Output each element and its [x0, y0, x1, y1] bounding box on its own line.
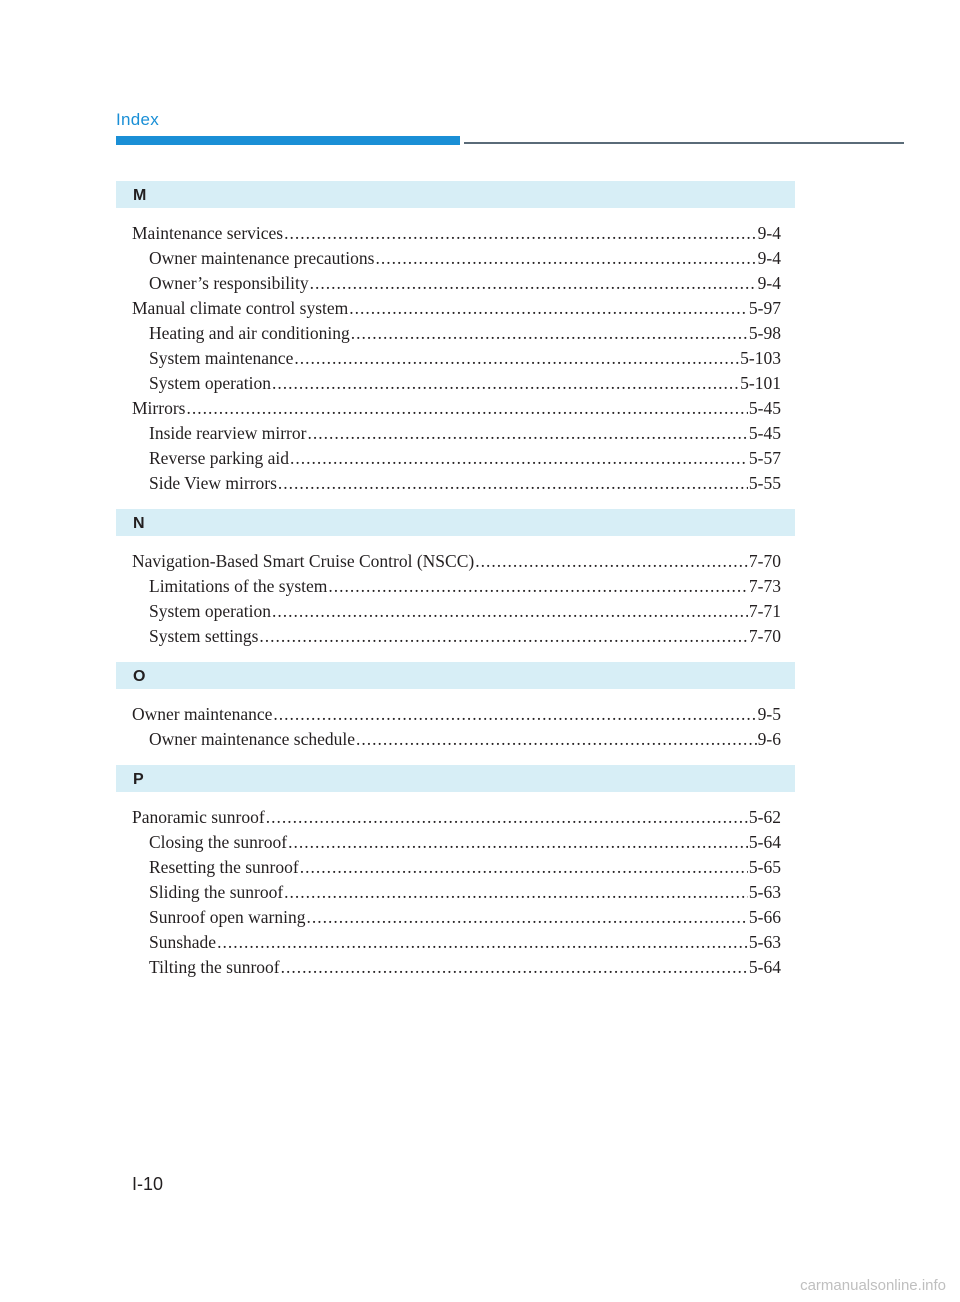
- entry-page-ref: 5-65: [748, 857, 781, 877]
- index-section-m: [116, 181, 795, 496]
- entry-page-ref: 7-70: [748, 551, 781, 571]
- index-subentry: [116, 371, 795, 396]
- dot-leader: [284, 880, 748, 905]
- entry-page-ref: 9-4: [757, 273, 781, 293]
- index-subentry: [116, 599, 795, 624]
- entry-page-ref: 9-4: [757, 223, 781, 243]
- index-subentry: [116, 930, 795, 955]
- entry-page-ref: 7-70: [748, 626, 781, 646]
- dot-leader: [375, 246, 756, 271]
- dot-leader: [290, 446, 748, 471]
- entry-label: Mirrors: [132, 398, 186, 418]
- entry-page-ref: 5-97: [748, 298, 781, 318]
- entry-page-ref: 5-103: [740, 348, 781, 368]
- entry-label: Reverse parking aid: [149, 448, 289, 468]
- entry-page-ref: 5-45: [748, 423, 781, 443]
- dot-leader: [310, 271, 757, 296]
- entry-label: System operation: [149, 373, 271, 393]
- entry-label: Owner maintenance schedule: [149, 729, 356, 749]
- index-entry: [116, 549, 795, 574]
- dot-leader: [186, 396, 747, 421]
- index-content: [116, 181, 795, 993]
- entry-page-ref: 5-57: [748, 448, 781, 468]
- dot-leader: [294, 346, 739, 371]
- section-letter-heading: N: [116, 509, 795, 536]
- entry-label: Limitations of the system: [149, 576, 328, 596]
- entry-list: [116, 536, 795, 649]
- index-subentry: [116, 446, 795, 471]
- index-subentry: [116, 574, 795, 599]
- entry-label: Sliding the sunroof: [149, 882, 284, 902]
- entry-label: Maintenance services: [132, 223, 284, 243]
- index-subentry: [116, 855, 795, 880]
- index-subentry: [116, 905, 795, 930]
- index-subentry: [116, 830, 795, 855]
- index-entry: [116, 702, 795, 727]
- dot-leader: [278, 471, 748, 496]
- header-title: Index: [116, 110, 160, 129]
- entry-label: System operation: [149, 601, 271, 621]
- dot-leader: [328, 574, 748, 599]
- dot-leader: [356, 727, 757, 752]
- entry-list: [116, 208, 795, 496]
- index-subentry: [116, 624, 795, 649]
- entry-page-ref: 5-66: [748, 907, 781, 927]
- entry-page-ref: 9-5: [757, 704, 781, 724]
- dot-leader: [217, 930, 748, 955]
- entry-label: Owner maintenance: [132, 704, 273, 724]
- dot-leader: [259, 624, 748, 649]
- dot-leader: [281, 955, 748, 980]
- dot-leader: [272, 371, 739, 396]
- header-rule: [464, 142, 904, 144]
- header-accent-bar: [116, 136, 460, 145]
- entry-label: Manual climate control system: [132, 298, 349, 318]
- index-subentry: [116, 727, 795, 752]
- index-subentry: [116, 271, 795, 296]
- entry-label: Heating and air conditioning: [149, 323, 350, 343]
- dot-leader: [288, 830, 748, 855]
- entry-page-ref: 5-98: [748, 323, 781, 343]
- entry-label: Side View mirrors: [149, 473, 277, 493]
- entry-page-ref: 5-45: [748, 398, 781, 418]
- index-subentry: [116, 246, 795, 271]
- entry-label: Owner’s responsibility: [149, 273, 309, 293]
- index-section-p: [116, 765, 795, 980]
- index-subentry: [116, 880, 795, 905]
- section-letter-heading: M: [116, 181, 795, 208]
- entry-page-ref: 9-4: [757, 248, 781, 268]
- dot-leader: [349, 296, 748, 321]
- entry-page-ref: 5-63: [748, 932, 781, 952]
- entry-page-ref: 5-55: [748, 473, 781, 493]
- entry-label: Sunroof open warning: [149, 907, 306, 927]
- entry-label: Inside rearview mirror: [149, 423, 307, 443]
- watermark: carmanualsonline.info: [800, 1277, 946, 1294]
- dot-leader: [300, 855, 748, 880]
- entry-page-ref: 7-73: [748, 576, 781, 596]
- entry-label: Resetting the sunroof: [149, 857, 299, 877]
- entry-page-ref: 5-64: [748, 957, 781, 977]
- index-subentry: [116, 346, 795, 371]
- entry-page-ref: 5-64: [748, 832, 781, 852]
- dot-leader: [273, 702, 756, 727]
- entry-label: Tilting the sunroof: [149, 957, 280, 977]
- entry-label: System settings: [149, 626, 259, 646]
- entry-list: [116, 689, 795, 752]
- entry-page-ref: 7-71: [748, 601, 781, 621]
- entry-label: Owner maintenance precautions: [149, 248, 375, 268]
- dot-leader: [475, 549, 748, 574]
- index-section-n: [116, 509, 795, 649]
- entry-page-ref: 5-63: [748, 882, 781, 902]
- page-number: I-10: [132, 1174, 164, 1194]
- dot-leader: [307, 905, 748, 930]
- entry-page-ref: 5-101: [740, 373, 781, 393]
- dot-leader: [284, 221, 757, 246]
- index-subentry: [116, 955, 795, 980]
- dot-leader: [266, 805, 748, 830]
- index-entry: [116, 396, 795, 421]
- index-subentry: [116, 421, 795, 446]
- index-subentry: [116, 321, 795, 346]
- index-subentry: [116, 471, 795, 496]
- entry-label: System maintenance: [149, 348, 294, 368]
- index-entry: [116, 805, 795, 830]
- section-letter-heading: P: [116, 765, 795, 792]
- index-entry: [116, 296, 795, 321]
- index-entry: [116, 221, 795, 246]
- dot-leader: [307, 421, 747, 446]
- entry-list: [116, 792, 795, 980]
- dot-leader: [272, 599, 748, 624]
- section-letter-heading: O: [116, 662, 795, 689]
- entry-label: Sunshade: [149, 932, 217, 952]
- dot-leader: [351, 321, 748, 346]
- entry-page-ref: 9-6: [757, 729, 781, 749]
- entry-label: Panoramic sunroof: [132, 807, 265, 827]
- index-section-o: [116, 662, 795, 752]
- entry-label: Navigation-Based Smart Cruise Control (NSCC): [132, 551, 475, 571]
- entry-page-ref: 5-62: [748, 807, 781, 827]
- entry-label: Closing the sunroof: [149, 832, 288, 852]
